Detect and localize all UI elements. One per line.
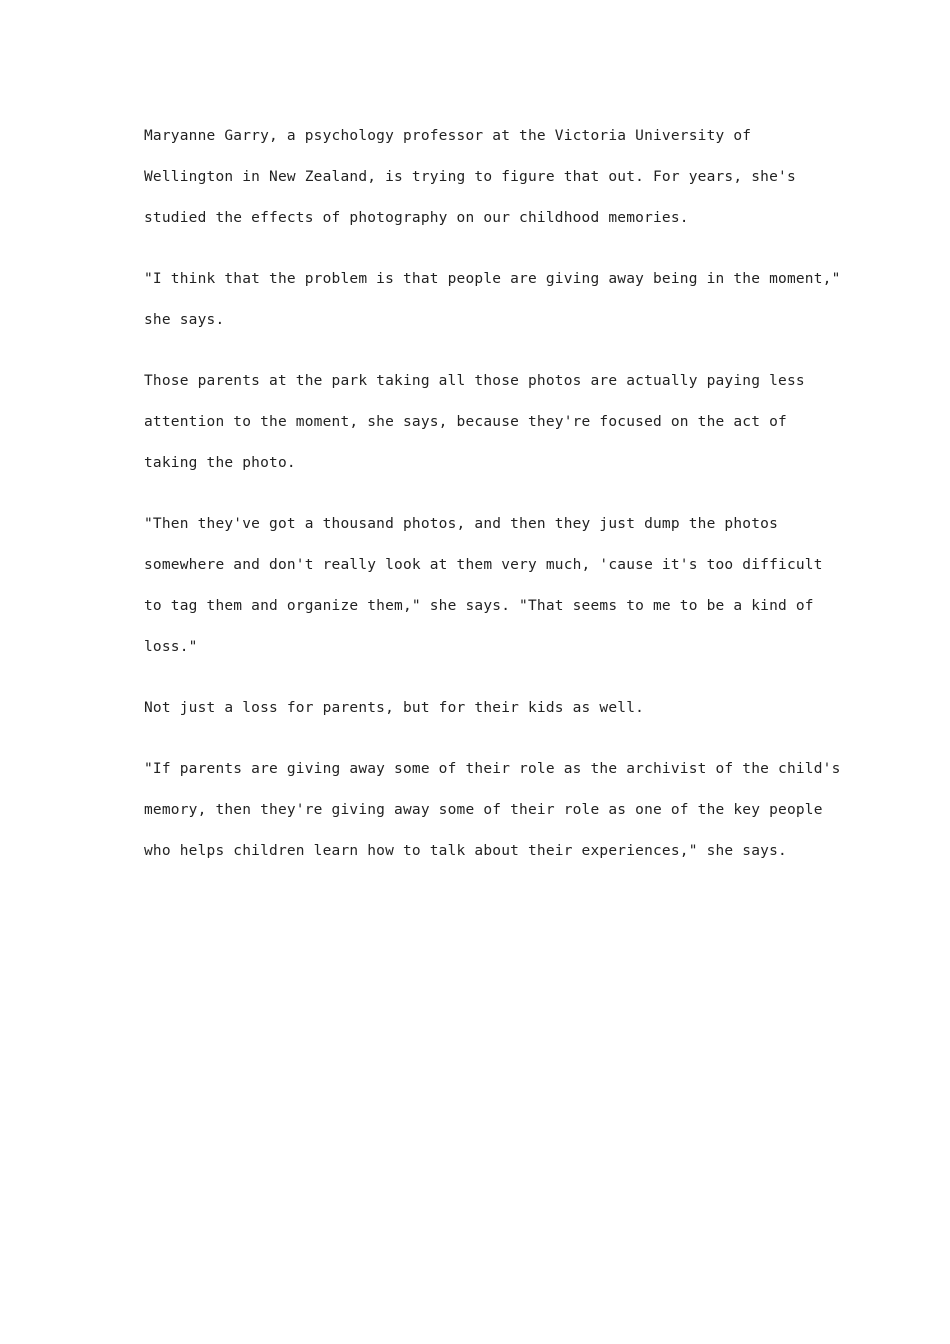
text-line: who helps children learn how to talk about their experiences," she says. <box>144 843 787 859</box>
text-line: Wellington in New Zealand, is trying to figure that out. For years, she's <box>144 169 796 185</box>
text-line: Maryanne Garry, a psychology professor at the Victoria University of <box>144 128 752 144</box>
text-line: memory, then they're giving away some of their role as one of the key people <box>144 802 823 818</box>
text-line: loss." <box>144 639 198 655</box>
text-line: to tag them and organize them," she says. "That seems to me to be a kind of <box>144 598 814 614</box>
text-line: Those parents at the park taking all those photos are actually paying less <box>144 373 805 389</box>
paragraph-5 <box>144 688 814 729</box>
text-line: "If parents are giving away some of their role as the archivist of the child's <box>144 761 841 777</box>
text-line: she says. <box>144 312 225 328</box>
paragraph-6 <box>144 749 841 872</box>
text-line: Not just a loss for parents, but for their kids as well. <box>144 700 645 716</box>
text-line: "I think that the problem is that people are giving away being in the moment," <box>144 271 841 287</box>
paragraph-2 <box>144 259 841 341</box>
text-line: studied the effects of photography on our childhood memories. <box>144 210 689 226</box>
paragraph-4 <box>144 504 823 668</box>
text-line: taking the photo. <box>144 455 296 471</box>
text-line: attention to the moment, she says, because they're focused on the act of <box>144 414 787 430</box>
paragraph-3 <box>144 361 814 484</box>
text-line: somewhere and don't really look at them very much, 'cause it's too difficult <box>144 557 823 573</box>
document-body <box>144 116 841 892</box>
paragraph-1 <box>144 116 814 239</box>
text-line: "Then they've got a thousand photos, and then they just dump the photos <box>144 516 779 532</box>
